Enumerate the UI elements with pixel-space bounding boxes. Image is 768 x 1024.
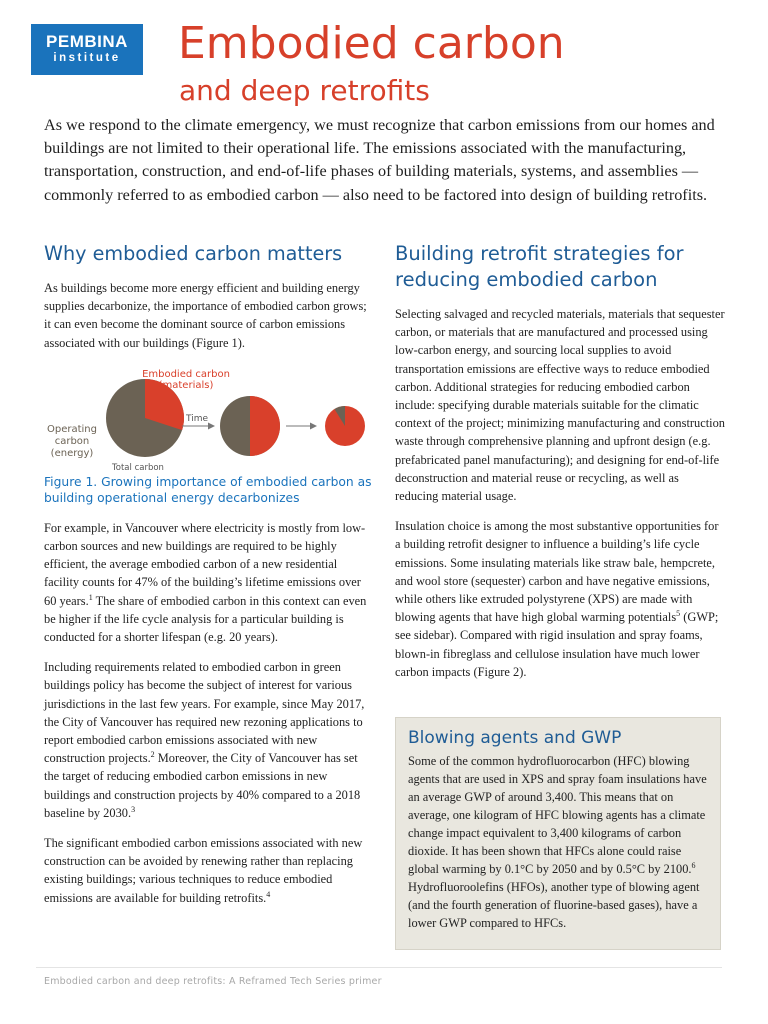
pembina-logo [31, 24, 143, 75]
left-paragraph-3-text-b: Moreover, the City of Vancouver has set the target of reducing embodied carbon emissions in new buildings and construction projects by 40% compared to a 2018 baseline by 2030. [44, 751, 361, 820]
embodied-label-2: (materials) [158, 379, 214, 391]
footnote-ref-6: 6 [691, 861, 696, 870]
sidebar-text [408, 752, 708, 932]
medium-pie-embodied [250, 396, 280, 456]
logo-line-1: PEMBINA [46, 32, 128, 51]
footer-divider [36, 967, 722, 968]
right-paragraph-1: Selecting salvaged and recycled materials, materials that sequester carbon, or materials that are manufactured and processed using low-carbon energy, and sourcing local supplies to avoid transportation emissions are effective ways to reduce embodied carbon. Additional strategies for reducing embodied carbon include: specifying durable materials suitable for the climatic context of the project; minimizing manufacturing and construction waste through comprehensive planning and upfront design (e.g. prefabricated panel manufacturing); and designing for end-of-life deconstruction and material reuse or recycling, as well as reducing material usage. [395, 307, 725, 504]
left-paragraph-4-text: The significant embodied carbon emissions associated with new construction can be avoided by renewing rather than replacing existing buildings; various techniques to reduce embodied emissions are available for building retrofits. [44, 836, 363, 905]
sidebar-text-b: Hydrofluoroolefins (HFOs), another type of blowing agent (and the fourth generation of fluorine-based gases), have a lower GWP compared to HFCs. [408, 880, 700, 930]
sidebar-text-a: Some of the common hydrofluorocarbon (HFC) blowing agents that are used in XPS and spray foam insulations have an average GWP of around 3,400. This means that on average, one kilogram of HFC blowing agents has a climate change impact equivalent to 3,400 kilograms of carbon dioxide. It has been shown that HFCs alone could raise global warming by 0.1°C by 2050 and by 0.5°C by 2100. [408, 754, 707, 876]
operating-label-2: carbon [54, 435, 90, 447]
sidebar-blowing-agents [395, 717, 721, 950]
operating-label-1: Operating [47, 423, 97, 435]
left-paragraph-1: As buildings become more energy efficient and building energy supplies decarbonize, the importance of embodied carbon grows; it can even become the dominant source of carbon emissions associated with our buildings (Figure 1). [44, 281, 367, 350]
footnote-ref-2: 2 [150, 750, 155, 760]
page-subtitle: and deep retrofits [179, 74, 430, 107]
footnote-ref-1: 1 [88, 592, 93, 602]
left-paragraph-2-text-b: The share of embodied carbon in this context can even be higher if the life cycle analysis for a particular building is conducted for a shorter lifespan (e.g. 20 years). [44, 593, 367, 645]
intro-paragraph: As we respond to the climate emergency, we must recognize that carbon emissions from our homes and buildings are not limited to their operational life. The emissions associated with the manufacturing, transportation, construction, and end-of-life phases of building materials, systems, and assemblies — commonly referred to as embodied carbon — also need to be factored into design of building retrofits. [44, 116, 715, 204]
footnote-ref-3: 3 [131, 804, 136, 814]
total-carbon-label: Total carbon [112, 462, 164, 473]
right-paragraph-2 [395, 517, 725, 681]
figure-1 [44, 366, 374, 474]
operating-label-3: (energy) [50, 447, 94, 459]
footnote-ref-5: 5 [676, 609, 681, 619]
left-paragraph-2 [44, 519, 374, 646]
embodied-label-1: Embodied carbon [142, 368, 230, 380]
left-heading: Why embodied carbon matters [44, 242, 343, 265]
logo-line-2: institute [53, 52, 121, 64]
page-footer: Embodied carbon and deep retrofits: A Reframed Tech Series primer [44, 976, 382, 987]
left-paragraph-3 [44, 658, 374, 822]
page-title: Embodied carbon [178, 18, 565, 69]
right-paragraph-2-text-b: (GWP; see sidebar). Compared with rigid insulation and spray foams, blown-in fibreglass and cellulose insulation have much lower carbon impacts (Figure 2). [395, 610, 719, 679]
figure-1-caption: Figure 1. Growing importance of embodied carbon as building operational energy decarbonizes [44, 474, 372, 506]
footnote-ref-4: 4 [266, 889, 271, 899]
left-paragraph-2-text: For example, in Vancouver where electricity is mostly from low-carbon sources and new buildings are required to be highly efficient, the average embodied carbon of a new residential facility counts for 47% of the building’s lifetime emissions over 60 years. [44, 520, 366, 608]
right-heading-line-1: Building retrofit strategies for [395, 242, 684, 265]
time-label: Time [185, 413, 209, 424]
right-paragraph-2-text: Insulation choice is among the most substantive opportunities for a building retrofit designer to influence a building’s life cycle emissions. Some insulating materials like straw bale, hempcrete, and wool store (sequester) carbon and have negative emissions, while others like extruded polystyrene (XPS) are made with blowing agents that have high global warming potentials [395, 519, 719, 625]
left-column [44, 241, 374, 907]
sidebar-heading: Blowing agents and GWP [408, 728, 622, 748]
left-paragraph-4 [44, 834, 374, 907]
right-column [395, 241, 725, 681]
right-heading-line-2: reducing embodied carbon [395, 268, 658, 291]
figure-1-diagram [44, 366, 374, 474]
left-paragraph-3-text: Including requirements related to embodied carbon in green buildings policy has become the subject of interest for various jurisdictions in the last few years. For example, since May 2017, the City of Vancouver has required new rezoning applications to report embodied carbon emissions associated with new construction projects. [44, 660, 365, 766]
